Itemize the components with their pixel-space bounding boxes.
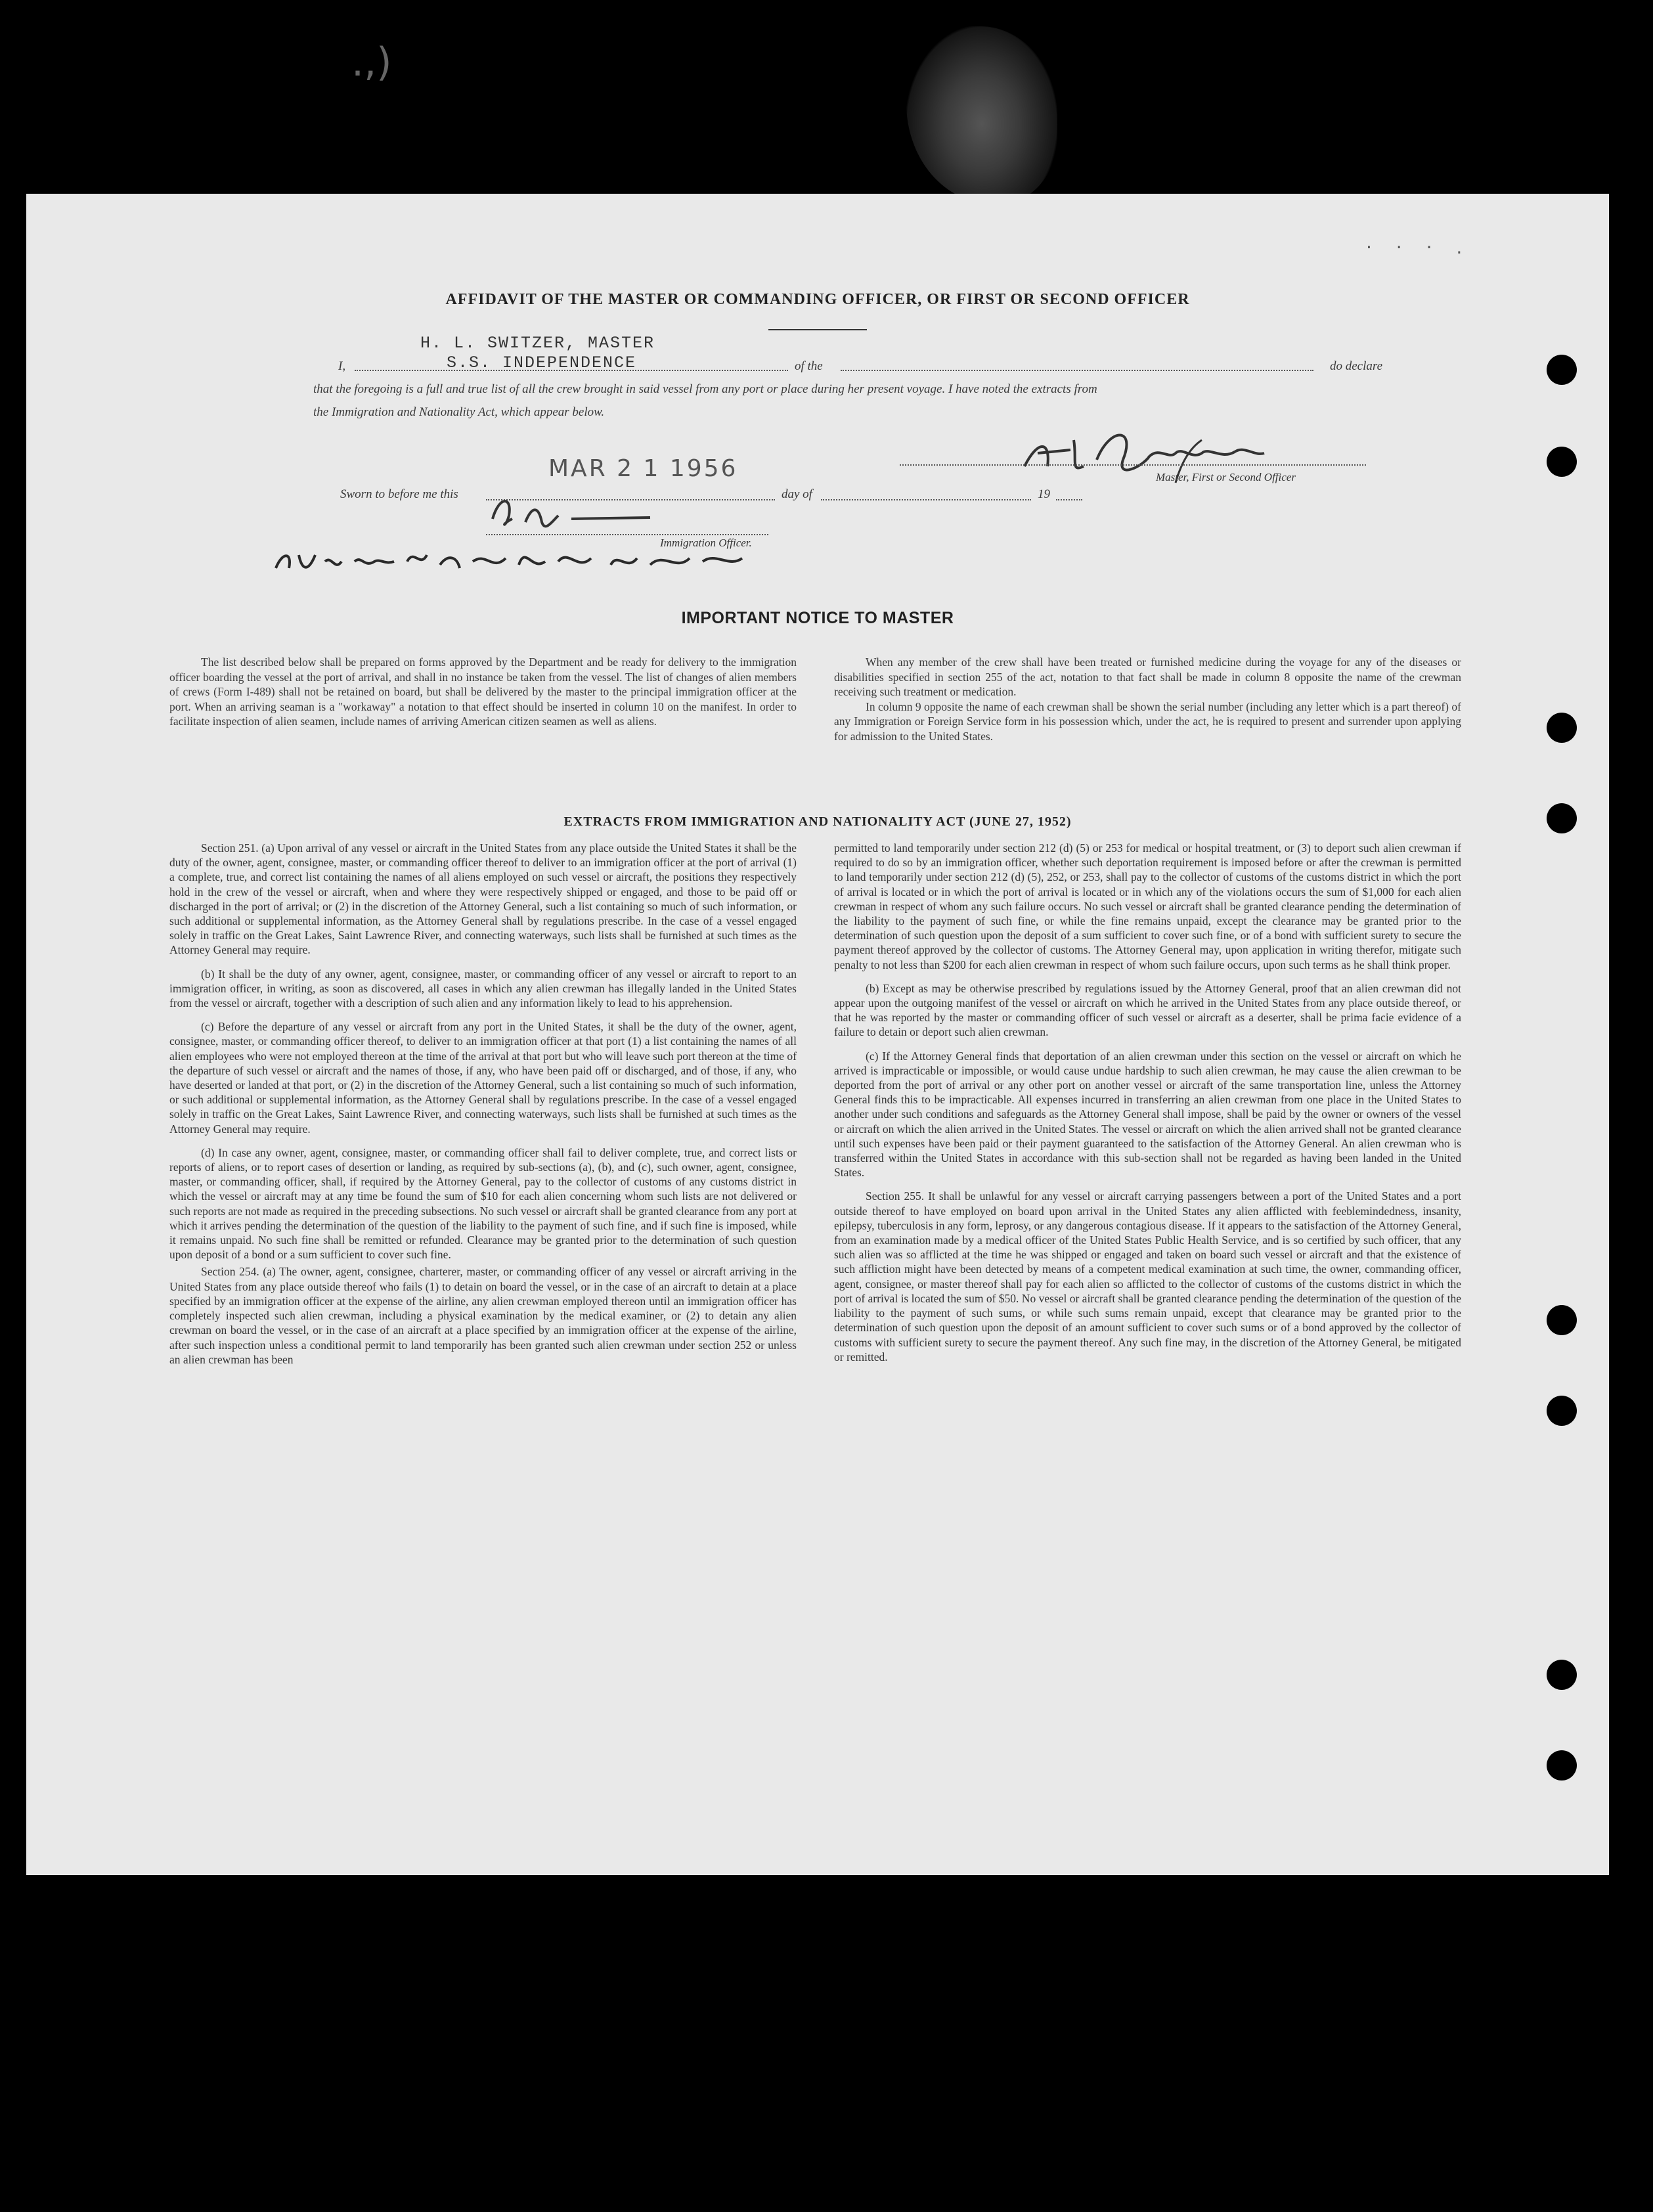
immigration-officer-signature [486, 493, 683, 539]
notice-right-text-2: In column 9 opposite the name of each crewman shall be shown the serial number (including any letter which is a part thereof) of any Immigration or Foreign Service form in his possession which, under the act, he is required to present and surrender upon applying for admission to the United States. [834, 699, 1461, 743]
sworn-month-line [821, 499, 1031, 500]
extracts-right-column [834, 841, 1461, 1373]
section-251d: (d) In case any owner, agent, consignee, master, or commanding officer shall fail to deliver complete, true, and correct lists or reports of aliens, or to report cases of desertion or landing, as required by sub-sections (a), (b), and (c), such owner, agent, consignee, master, or commanding officer, shall, if required by the Attorney General, pay to the collector of customs of any customs district in which the vessel or aircraft may at any time be found the sum of $10 for each alien concerning whom such lists are not delivered or such reports are not made as required in the preceding subsections. No such vessel or aircraft shall be granted clearance from any port at which it arrives pending the determination of the question of the liability to the payment of such fine, and if such fine is imposed, while it remains unpaid. No such fine shall be remitted or refunded. Clearance may be granted prior to the determination of such question upon deposit of a bond or a sum sufficient to cover such fine. [169, 1145, 797, 1262]
section-251b: (b) It shall be the duty of any owner, agent, consignee, master, or commanding officer of any vessel or aircraft to report to an immigration officer, in writing, as soon as discovered, all cases in which any alien crewman has illegally landed in the United States from the vessel or aircraft, together with a description of such alien and any information likely to lead to his apprehension. [169, 967, 797, 1010]
master-caption: Master, First or Second Officer [1156, 471, 1296, 483]
filled-master-name: H. L. SWITZER, MASTER [420, 334, 655, 353]
punch-hole [1547, 1396, 1577, 1426]
punch-hole [1547, 1750, 1577, 1781]
notice-title: IMPORTANT NOTICE TO MASTER [681, 609, 954, 627]
vessel-line [841, 370, 1313, 371]
declaration-line-3: the Immigration and Nationality Act, which appear below. [313, 405, 605, 419]
sworn-prefix: Sworn to before me this [340, 487, 458, 501]
declaration-line-2: that the foregoing is a full and true list of all the crew brought in said vessel from any port or place during her present voyage. I have noted the extracts from [313, 382, 1097, 396]
punch-hole [1547, 713, 1577, 743]
punch-hole [1547, 1660, 1577, 1690]
of-the-label: of the [795, 359, 823, 373]
punch-hole [1547, 1305, 1577, 1335]
section-254c: (c) If the Attorney General finds that deportation of an alien crewman under this section on the vessel or aircraft on which he arrived is impracticable or impossible, or would cause undue hardship to such alien crewman, he may cause the alien crewman to be deported from the port of arrival or any other port on another vessel or aircraft of the same transportation line, unless the Attorney General finds this to be impracticable. All expenses incurred in transferring an alien crewman from one place in the United States to another under such conditions and safeguards as the Attorney General shall impose, shall be paid by the owner or owners of the vessel or aircraft on which the alien arrived in the United States. The vessel or aircraft on which the alien arrived shall not be granted clearance until such expenses have been paid or their payment guaranteed to the satisfaction of the Attorney General. An alien crewman who is transferred within the United States in accordance with this sub-section shall not be regarded as having been landed in the United States. [834, 1049, 1461, 1180]
ink-blot [906, 26, 1057, 204]
sworn-day-label: day of [782, 487, 812, 501]
punch-hole [1547, 447, 1577, 477]
notice-right-text-1: When any member of the crew shall have been treated or furnished medicine during the voyage for any of the diseases or disabilities specified in section 255 of the act, notation to that fact shall be made in column 8 opposite the name of the crewman receiving such treatment or medication. [834, 655, 1461, 698]
notice-right-column [834, 655, 1461, 743]
officer-caption: Immigration Officer. [660, 537, 752, 549]
extracts-title: EXTRACTS FROM IMMIGRATION AND NATIONALITY ACT (JUNE 27, 1952) [563, 814, 1072, 829]
declare-label: do declare [1330, 359, 1383, 373]
scan-mark: .,) [351, 39, 392, 85]
notice-left-column [169, 655, 797, 729]
section-254a-cont: permitted to land temporarily under section 212 (d) (5) or 253 for medical or hospital treatment, or (3) to deport such alien crewman if required to do so by an immigration officer, whether such deportation requirement is imposed before or after the crewman is permitted to land temporarily under section 212 (d) (5), 252, or 253, shall pay to the collector of customs of the customs district in which the port of arrival is located or in which the port of arrival is located or in which any of the violations occurs the sum of $1,000 for each alien crewman in respect of whom any such failure occurs. No such vessel or aircraft shall be granted clearance pending the determination of the liability to the payment of such fine, or while the fine remains unpaid, except the clearance may be granted prior to the determination of such question upon the deposit of a sum sufficient to cover such fine, or of a bond with sufficient surety to secure the payment thereof approved by the collector of customs. The Attorney General may, upon application in writing therefor, mitigate such penalty to not less than $200 for each alien crewman in respect of whom such failure occurs, upon such terms as he shall think proper. [834, 841, 1461, 971]
filled-vessel-name: S.S. INDEPENDENCE [447, 353, 637, 372]
title-rule [768, 329, 867, 330]
handwritten-note [269, 542, 795, 585]
officer-signature-line [486, 534, 768, 535]
punch-hole [1547, 355, 1577, 385]
date-stamp: MAR 2 1 1956 [548, 455, 738, 482]
section-251a: Section 251. (a) Upon arrival of any vessel or aircraft in the United States from any place outside the United States it shall be the duty of the owner, agent, consignee, master, or commanding officer thereof to deliver to an immigration officer at the port of arrival (1) a complete, true, and correct list containing the names of all aliens employed on such vessel or aircraft, the positions they respectively hold in the crew of the vessel or aircraft, when and where they were respectively shipped or engaged, and those to be paid off or discharged in the port of arrival; or (2) in the discretion of the Attorney General, such a list containing so much of such information, or such additional or supplemental information, as the Attorney General shall by regulations prescribe. In the case of a vessel engaged solely in traffic on the Great Lakes, Saint Lawrence River, and connecting waterways, such lists shall be furnished at such times as the Attorney General may require. [169, 841, 797, 957]
section-255: Section 255. It shall be unlawful for any vessel or aircraft carrying passengers between a port of the United States and a port outside thereof to have employed on board upon arrival in the United States any alien afflicted with feeblemindedness, insanity, epilepsy, tuberculosis in any form, leprosy, or any dangerous contagious disease. If it appears to the satisfaction of the Attorney General, from an examination made by a medical officer of the United States Public Health Service, and is so certified by such officer, that any such alien was so afflicted at the time he was shipped or engaged and taken on board such vessel or aircraft and that the existence of such affliction might have been detected by means of a competent medical examination at such time, the owner, commanding officer, agent, consignee, or master thereof shall pay for each alien so afflicted to the collector of customs of the customs district in which the port of arrival is located the sum of $50. No vessel or aircraft shall be granted clearance pending the determination of the question of the liability to the payment of such sums, or while such sums remain unpaid, except that clearance may be granted prior to the determination of such question upon the deposit of an amount sufficient to cover such sums or of a bond approved by the collector of customs with sufficient surety to secure the payment thereof. Any such fine may, in the discretion of the Attorney General, be mitigated or remitted. [834, 1189, 1461, 1363]
affidavit-page [26, 194, 1609, 1875]
declaration-prefix: I, [338, 359, 346, 373]
page-marks: · · · . [1366, 236, 1472, 258]
master-signature-line [900, 464, 1366, 466]
extracts-left-column [169, 841, 797, 1376]
notice-left-text: The list described below shall be prepared on forms approved by the Department and be ready for delivery to the immigration officer boarding the vessel at the port of arrival, and shall in no instance be taken from the vessel. The list of changes of alien members of crews (Form I-489) shall not be retained on board, but shall be delivered by the master to the principal immigration officer at the port. When an arriving seaman is a "workaway" a notation to that effect should be inserted in column 10 on the manifest. In order to facilitate inspection of alien seamen, include names of arriving American citizen seamen as well as aliens. [169, 655, 797, 728]
section-254b: (b) Except as may be otherwise prescribed by regulations issued by the Attorney General, proof that an alien crewman did not appear upon the outgoing manifest of the vessel or aircraft on which he arrived in the United States from any place outside thereof, or that he was reported by the master or commanding officer of such vessel or aircraft as a deserter, shall be prima facie evidence of a failure to detain or deport such alien crewman. [834, 981, 1461, 1039]
sworn-year-line [1056, 499, 1082, 500]
section-251c: (c) Before the departure of any vessel or aircraft from any port in the United States, it shall be the duty of the owner, agent, consignee, master, or commanding officer thereof, to deliver to an immigration officer at that port (1) a list containing the names of all alien employees who were not employed thereon at the time of the arrival at that port but who will leave such port thereon at the time of the departure of such vessel or aircraft and the names of those, if any, who have been paid off or discharged, and of those, if any, who have deserted or landed at that port, or (2) in the discretion of the Attorney General, such a list containing so much of such information, or such additional or supplemental information, as the Attorney General shall by regulations prescribe. In the case of a vessel engaged solely in traffic on the Great Lakes, Saint Lawrence River, and connecting waterways, such lists shall be furnished at such times as the Attorney General may require. [169, 1020, 797, 1136]
affidavit-title: AFFIDAVIT OF THE MASTER OR COMMANDING OFFICER, OR FIRST OR SECOND OFFICER [445, 291, 1190, 308]
sworn-year-label: 19 [1038, 487, 1050, 501]
section-254a: Section 254. (a) The owner, agent, consignee, charterer, master, or commanding officer of any vessel or aircraft arriving in the United States from any place outside thereof who fails (1) to detain on board the vessel, or in the case of an aircraft to detain at a place specified by an immigration officer at the expense of the airline, any alien crewman employed thereon until an immigration officer has completely inspected such alien crewman, including a physical examination by the medical examiner, or (2) to detain any alien crewman on board the vessel, or in the case of an aircraft at a place specified by an immigration officer at the expense of the airline, after such inspection unless a conditional permit to land temporarily has been granted such alien crewman under section 252 or unless an alien crewman has been [169, 1265, 797, 1366]
